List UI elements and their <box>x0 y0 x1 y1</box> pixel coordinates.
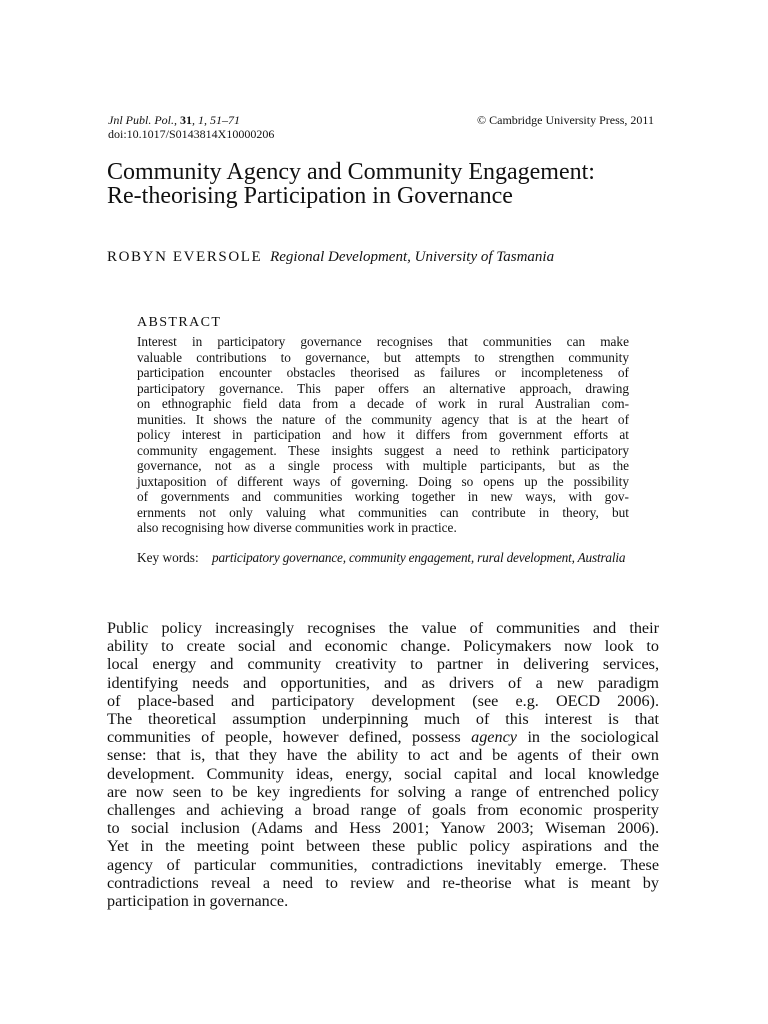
journal-volume: 31 <box>180 113 192 127</box>
abstract-line: participatory governance. This paper offers an alternative approach, drawing <box>137 380 629 396</box>
body-line: The theoretical assumption underpinning much of this interest is that <box>107 710 659 729</box>
abstract-line: community engagement. These insights suggest a need to rethink participatory <box>137 442 629 458</box>
body-line: contradictions reveal a need to review and re-theorise what is meant by <box>107 873 659 892</box>
paper-title <box>107 160 667 208</box>
abstract-text <box>137 334 629 536</box>
abstract-line: governance, not as a single process with multiple participants, but as the <box>137 458 629 473</box>
body-line: local energy and community creativity to partner in delivering services, <box>107 655 659 674</box>
keywords-list: participatory governance, community engagement, rural development, Australia <box>212 550 626 565</box>
copyright-notice: © Cambridge University Press, 2011 <box>477 113 654 127</box>
emphasis-agency: agency <box>471 728 517 747</box>
body-line-part: in the sociological <box>527 728 659 747</box>
body-line: ability to create social and economic change. Policymakers now look to <box>107 637 659 656</box>
abstract-line: Interest in participatory governance recognises that communities can make <box>137 334 629 349</box>
body-line: participation in governance. <box>107 892 289 911</box>
body-line: sense: that is, that they have the ability to act and be agents of their own <box>107 746 659 765</box>
journal-issue-pages: , 1, 51–71 <box>192 113 240 127</box>
body-line: Public policy increasingly recognises the value of communities and their <box>107 619 659 637</box>
abstract-line: valuable contributions to governance, but attempts to strengthen community <box>137 349 629 365</box>
journal-citation: Jnl Publ. Pol., <box>108 113 177 127</box>
body-paragraph <box>107 619 659 910</box>
title-line: Community Agency and Community Engagement: <box>107 159 595 185</box>
body-line: Yet in the meeting point between these public policy aspirations and the <box>107 837 659 856</box>
author-name: ROBYN EVERSOLE <box>107 249 263 265</box>
abstract-line: ernments not only valuing what communities can contribute in theory, but <box>137 504 629 520</box>
body-line: identifying needs and opportunities, and as drivers of a new paradigm <box>107 673 659 692</box>
keywords-label: Key words: <box>137 550 199 565</box>
body-line: agency of particular communities, contradictions inevitably emerge. These <box>107 855 659 874</box>
journal-header <box>108 113 654 127</box>
body-line: challenges and achieving a broad range of goals from economic prosperity <box>107 801 659 820</box>
doi: doi:10.1017/S0143814X10000206 <box>108 127 275 141</box>
abstract-line: policy interest in participation and how it differs from government efforts at <box>137 427 629 442</box>
abstract-line: participation encounter obstacles theorised as failures or incompleteness of <box>137 365 629 380</box>
title-line: Re-theorising Participation in Governance <box>107 183 513 209</box>
author-affiliation: Regional Development, University of Tasmania <box>270 249 555 265</box>
body-line: are now seen to be key ingredients for solving a range of entrenched policy <box>107 782 659 801</box>
abstract-line: on ethnographic field data from a decade of work in rural Australian com- <box>137 396 629 411</box>
body-line <box>107 728 659 746</box>
abstract-heading: ABSTRACT <box>137 315 222 330</box>
abstract-line: juxtaposition of different ways of governing. Doing so opens up the possibility <box>137 473 629 489</box>
body-line: to social inclusion (Adams and Hess 2001; Yanow 2003; Wiseman 2006). <box>107 819 659 838</box>
abstract-line: munities. It shows the nature of the community agency that is at the heart of <box>137 411 629 427</box>
abstract-line: also recognising how diverse communities work in practice. <box>137 520 457 535</box>
body-line: development. Community ideas, energy, social capital and local knowledge <box>107 764 659 783</box>
keywords <box>137 550 637 566</box>
body-line-part: communities of people, however defined, possess <box>107 728 461 747</box>
byline <box>107 248 554 266</box>
body-line: of place-based and participatory development (see e.g. OECD 2006). <box>107 691 659 710</box>
abstract-line: of governments and communities working together in new ways, with gov- <box>137 489 629 504</box>
